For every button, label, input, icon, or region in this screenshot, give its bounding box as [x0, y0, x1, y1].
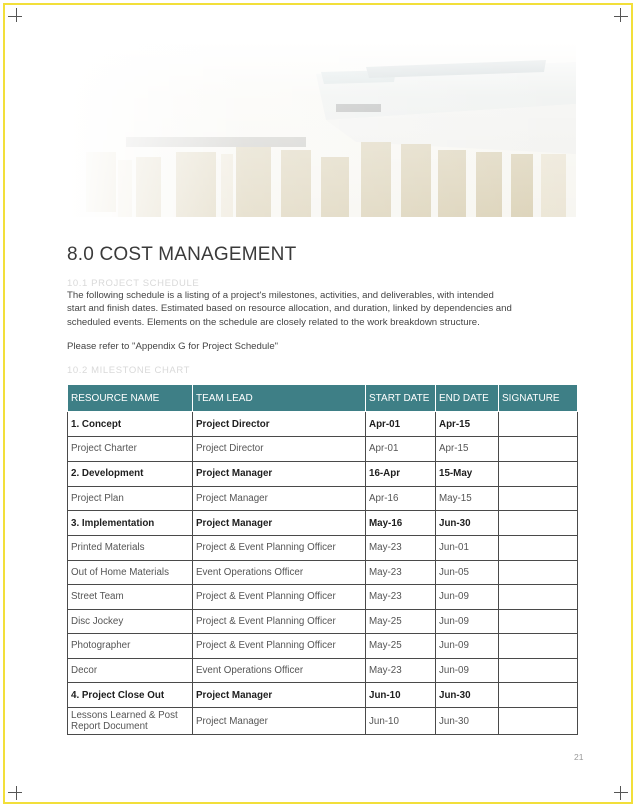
- cell-signature: [499, 486, 578, 511]
- page-number: 21: [574, 752, 584, 762]
- header-start-date: START DATE: [366, 385, 436, 412]
- cell-signature: [499, 658, 578, 683]
- cell-start-date: May-23: [366, 560, 436, 585]
- cell-resource-name: Project Charter: [68, 437, 193, 462]
- cell-team-lead: Project Director: [193, 437, 366, 462]
- paragraph-line: The following schedule is a listing of a project's milestones, activities, and deliverables, with intended: [67, 290, 494, 301]
- milestone-table: [67, 384, 578, 735]
- crop-mark: [8, 16, 22, 17]
- cell-signature: [499, 536, 578, 561]
- table-row: [68, 412, 578, 437]
- cell-team-lead: Project Manager: [193, 511, 366, 536]
- cell-resource-name: Lessons Learned & Post Report Document: [68, 708, 193, 735]
- crop-mark: [620, 786, 621, 800]
- cell-signature: [499, 412, 578, 437]
- cell-team-lead: Project & Event Planning Officer: [193, 609, 366, 634]
- cell-start-date: May-23: [366, 658, 436, 683]
- cell-start-date: Jun-10: [366, 683, 436, 708]
- cell-start-date: 16-Apr: [366, 461, 436, 486]
- table-header-row: [68, 385, 578, 412]
- cell-team-lead: Event Operations Officer: [193, 658, 366, 683]
- header-team-lead: TEAM LEAD: [193, 385, 366, 412]
- cell-end-date: May-15: [436, 486, 499, 511]
- cell-resource-name: 3. Implementation: [68, 511, 193, 536]
- cell-team-lead: Project & Event Planning Officer: [193, 585, 366, 610]
- cell-signature: [499, 708, 578, 735]
- table-row: [68, 708, 578, 735]
- crop-mark: [16, 8, 17, 22]
- subheading-project-schedule: 10.1 PROJECT SCHEDULE: [67, 278, 200, 289]
- cell-end-date: Jun-05: [436, 560, 499, 585]
- cell-start-date: May-25: [366, 634, 436, 659]
- cell-team-lead: Project Manager: [193, 708, 366, 735]
- cell-team-lead: Project Manager: [193, 683, 366, 708]
- cell-signature: [499, 511, 578, 536]
- cell-start-date: Jun-10: [366, 708, 436, 735]
- crop-mark: [614, 792, 628, 793]
- cell-resource-name: 4. Project Close Out: [68, 683, 193, 708]
- crop-mark: [16, 786, 17, 800]
- table-row: [68, 536, 578, 561]
- cell-resource-name: 2. Development: [68, 461, 193, 486]
- crop-mark: [620, 8, 621, 22]
- subheading-milestone-chart: 10.2 MILESTONE CHART: [67, 365, 191, 376]
- cell-team-lead: Project & Event Planning Officer: [193, 536, 366, 561]
- table-row: [68, 658, 578, 683]
- table-row: [68, 585, 578, 610]
- cell-resource-name: Decor: [68, 658, 193, 683]
- cell-start-date: Apr-16: [366, 486, 436, 511]
- cell-start-date: May-25: [366, 609, 436, 634]
- cell-resource-name: Out of Home Materials: [68, 560, 193, 585]
- cell-end-date: Jun-09: [436, 658, 499, 683]
- cell-team-lead: Project Manager: [193, 486, 366, 511]
- paragraph-line: start and finish dates. Estimated based on resource allocation, and duration, linked by dependencies and: [67, 303, 512, 315]
- cell-resource-name: Street Team: [68, 585, 193, 610]
- table-row: [68, 609, 578, 634]
- cell-end-date: Apr-15: [436, 437, 499, 462]
- cell-start-date: Apr-01: [366, 437, 436, 462]
- cell-signature: [499, 437, 578, 462]
- hero-photo: [66, 42, 576, 217]
- cell-signature: [499, 585, 578, 610]
- crop-mark: [8, 792, 22, 793]
- cell-start-date: May-16: [366, 511, 436, 536]
- cell-signature: [499, 634, 578, 659]
- cell-start-date: May-23: [366, 585, 436, 610]
- cell-team-lead: Project & Event Planning Officer: [193, 634, 366, 659]
- cell-signature: [499, 609, 578, 634]
- appendix-reference: Please refer to "Appendix G for Project Schedule": [67, 341, 279, 352]
- cell-start-date: Apr-01: [366, 412, 436, 437]
- cell-end-date: Jun-09: [436, 585, 499, 610]
- cell-end-date: Jun-09: [436, 634, 499, 659]
- cell-start-date: May-23: [366, 536, 436, 561]
- cell-signature: [499, 683, 578, 708]
- intro-paragraph: [67, 289, 567, 329]
- cell-end-date: Jun-09: [436, 609, 499, 634]
- cell-resource-name: 1. Concept: [68, 412, 193, 437]
- table-row: [68, 461, 578, 486]
- cell-resource-name: Photographer: [68, 634, 193, 659]
- cell-resource-name: Printed Materials: [68, 536, 193, 561]
- crop-mark: [614, 16, 628, 17]
- cell-resource-name: Project Plan: [68, 486, 193, 511]
- cell-team-lead: Project Director: [193, 412, 366, 437]
- cell-end-date: Jun-30: [436, 683, 499, 708]
- table-row: [68, 683, 578, 708]
- cell-end-date: Jun-01: [436, 536, 499, 561]
- cell-end-date: Apr-15: [436, 412, 499, 437]
- cell-team-lead: Event Operations Officer: [193, 560, 366, 585]
- header-signature: SIGNATURE: [499, 385, 578, 412]
- table-row: [68, 486, 578, 511]
- table-row: [68, 437, 578, 462]
- cell-end-date: 15-May: [436, 461, 499, 486]
- cell-resource-name: Disc Jockey: [68, 609, 193, 634]
- cell-end-date: Jun-30: [436, 511, 499, 536]
- cell-signature: [499, 461, 578, 486]
- header-end-date: END DATE: [436, 385, 499, 412]
- cell-team-lead: Project Manager: [193, 461, 366, 486]
- cell-signature: [499, 560, 578, 585]
- table-row: [68, 511, 578, 536]
- table-row: [68, 560, 578, 585]
- section-title: 8.0 COST MANAGEMENT: [67, 244, 297, 265]
- paragraph-line: scheduled events. Elements on the schedule are closely related to the work breakdown structure.: [67, 316, 480, 328]
- header-resource-name: RESOURCE NAME: [68, 385, 193, 412]
- cell-end-date: Jun-30: [436, 708, 499, 735]
- table-row: [68, 634, 578, 659]
